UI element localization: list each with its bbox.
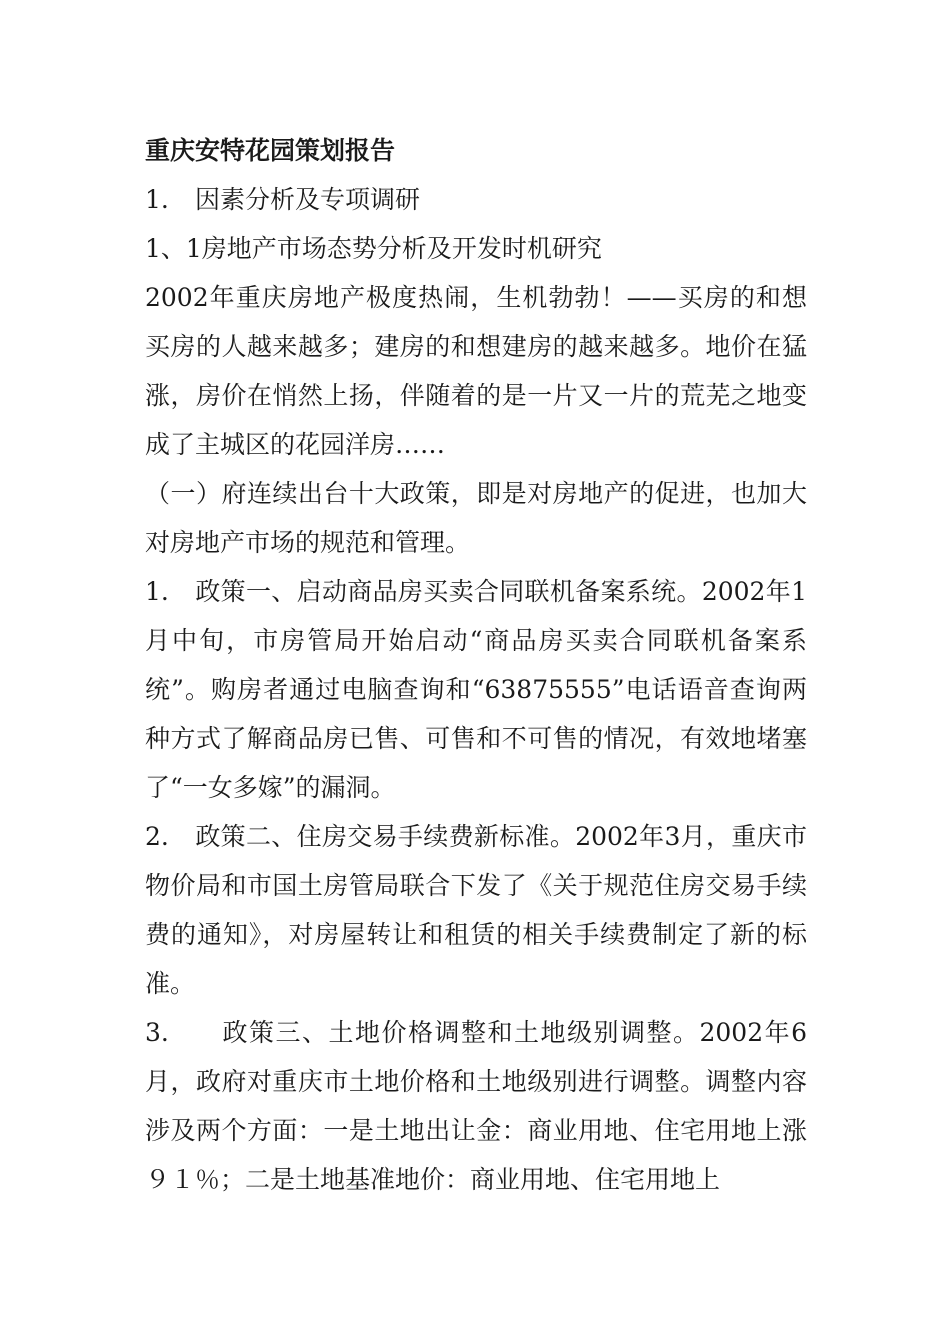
document-body (145, 126, 807, 1204)
policy-text: 政策二、住房交易手续费新标准。2002年3月，重庆市物价局和市国土房管局联合下发了《关于规范住房交易手续费的通知》，对房屋转让和租赁的相关手续费制定了新的标准。 (145, 822, 807, 998)
policy-text: 政策三、土地价格调整和土地级别调整。2002年6月，政府对重庆市土地价格和土地级别进行调整。调整内容涉及两个方面：一是土地出让金：商业用地、住宅用地上涨９１％；二是土地基准地价：商业用地、住宅用地上 (145, 1018, 807, 1194)
policy-item-3 (145, 1008, 807, 1204)
policy-number: 3. (145, 1018, 169, 1047)
document-title: 重庆安特花园策划报告 (145, 136, 396, 165)
intro-paragraph: 2002年重庆房地产极度热闹，生机勃勃！——买房的和想买房的人越来越多；建房的和想建房的越来越多。地价在猛涨，房价在悄然上扬，伴随着的是一片又一片的荒芜之地变成了主城区的花园洋房…… (145, 283, 807, 459)
section-title: 因素分析及专项调研 (195, 185, 421, 214)
policy-item-2 (145, 812, 807, 1008)
subsection-heading: 1、1房地产市场态势分析及开发时机研究 (145, 234, 602, 263)
section-number: 1. (145, 185, 169, 214)
section-heading (145, 175, 807, 224)
policy-number: 2. (145, 822, 169, 851)
policy-text: 政策一、启动商品房买卖合同联机备案系统。2002年1月中旬，市房管局开始启动“商品房买卖合同联机备案系统”。购房者通过电脑查询和“63875555”电话语音查询两种方式了解商品房已售、可售和不可售的情况，有效地堵塞了“一女多嫁”的漏洞。 (145, 577, 807, 802)
policy-number: 1. (145, 577, 169, 606)
policy-item-1 (145, 567, 807, 812)
policies-intro-paragraph: （一）府连续出台十大政策，即是对房地产的促进，也加大对房地产市场的规范和管理。 (145, 479, 807, 557)
